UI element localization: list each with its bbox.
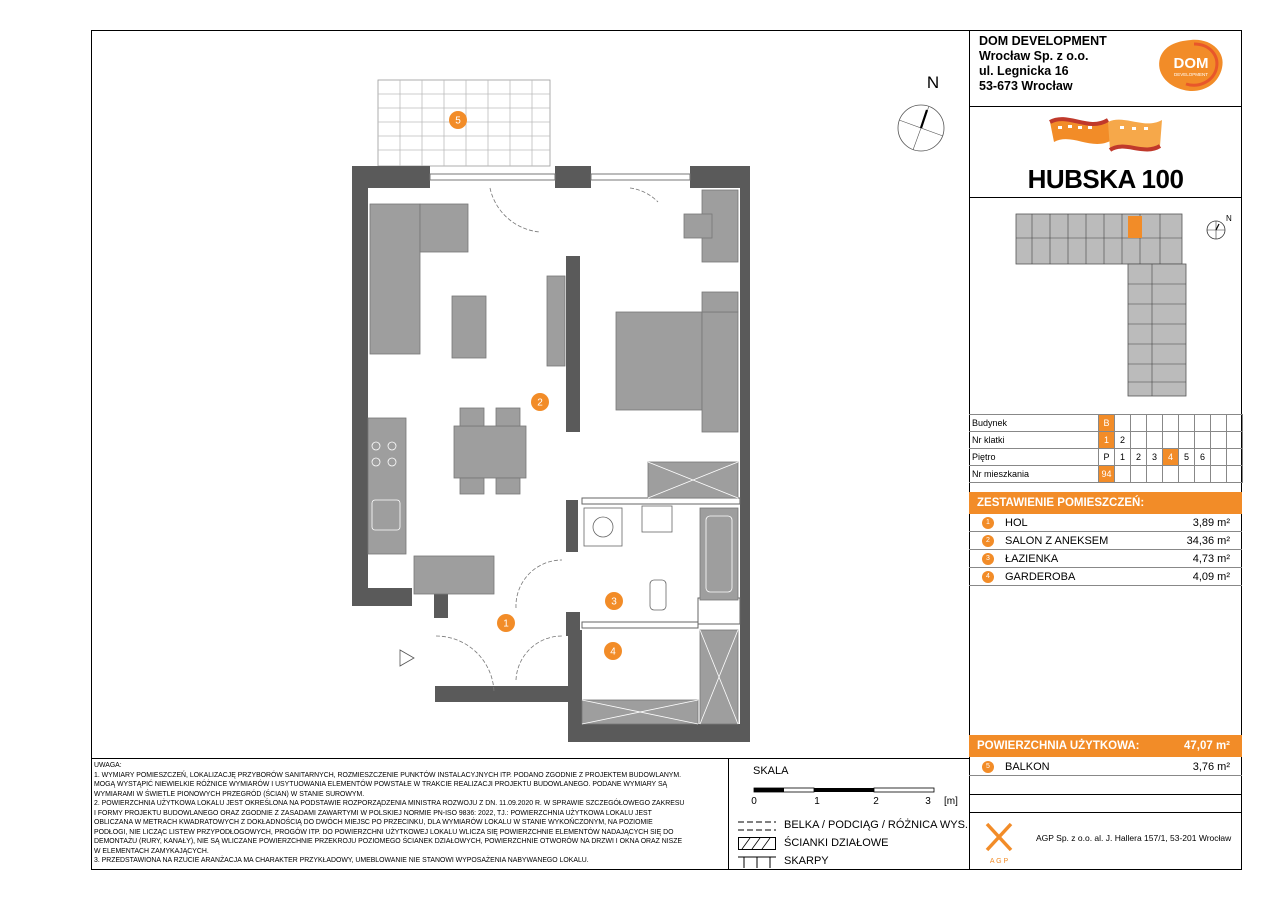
scale-title: SKALA [753,765,789,777]
location-cell [1115,415,1131,432]
location-cell [1227,466,1243,483]
location-cell [1163,466,1179,483]
note-line: 3. PRZEDSTAWIONA NA RZUCIE ARANŻACJA MA CHARAKTER PRZYKŁADOWY, UMEBLOWANIE NIE STANOWI WYPOSAŻENIA NABYWANEGO LOKALU. [94,857,589,864]
company-address [979,34,1107,94]
divider-line [969,197,1242,198]
location-row-label: Nr klatki [969,432,1099,449]
usable-area-row [969,735,1242,757]
scale-unit: [m] [944,796,958,807]
room-label: 5 [455,115,461,127]
location-cell: B [1099,415,1115,432]
location-cell: 2 [1115,432,1131,449]
note-line: OBLICZANA W METRACH KWADRATOWYCH Z DOKŁADNOŚCIĄ DO DWÓCH MIEJSC PO PRZECINKU, DLA WYMIARÓW LOKALU W STANIE WYKOŃCZONYM, NA POZIOMIE [94,819,653,826]
location-row-label: Nr mieszkania [969,466,1099,483]
location-cell [1147,466,1163,483]
floor-plan [340,60,960,760]
location-cell: 94 [1099,466,1115,483]
legend-label: ŚCIANKI DZIAŁOWE [784,837,889,849]
note-line: W ELEMENTACH ZAMYKAJĄCYCH. [94,847,209,855]
building-key-plan [1012,208,1192,404]
hatched-wall-icon [738,837,776,851]
dashed-line-icon [738,819,776,833]
slope-icon [738,855,776,869]
logo-text: DOM [1173,55,1209,72]
location-cell [1163,432,1179,449]
location-row-label: Piętro [969,449,1099,466]
location-cell: 5 [1179,449,1195,466]
tv-cabinet [547,276,565,366]
location-row [969,466,1243,483]
scale-tick: 0 [751,796,757,807]
key-plan-compass-label: N [1226,214,1232,223]
room-area: 4,73 m² [1192,553,1230,565]
room-name: BALKON [1005,761,1050,773]
note-line: 2. POWIERZCHNIA UŻYTKOWA LOKALU JEST OKREŚLONA NA PODSTAWIE ROZPORZĄDZENIA MINISTRA ROZWOJU Z DN. 11.09.2020 R. W SPRAWIE SZCZEGÓŁOWEGO ZAKRESU [94,800,685,807]
agp-logo [984,822,1014,866]
notes-title: UWAGA: [94,762,122,769]
location-cell: 2 [1131,449,1147,466]
divider-line [728,758,729,870]
scale-tick: 3 [925,796,931,807]
nightstand [702,312,738,432]
location-cell [1179,432,1195,449]
room-number-badge: 5 [982,761,994,773]
agp-address: AGP Sp. z o.o. al. J. Hallera 157/1, 53-201 Wrocław [1036,833,1232,843]
location-cell: 6 [1195,449,1211,466]
notes-block [94,761,724,866]
scale-bar [750,786,960,810]
room-row [969,514,1242,532]
room-label: 4 [610,646,616,658]
location-cell [1211,415,1227,432]
kitchen-counter [368,418,406,554]
room-name: ŁAZIENKA [1005,553,1059,565]
location-cell: 1 [1115,449,1131,466]
interior-walls [566,256,580,636]
room-area: 34,36 m² [1186,535,1230,547]
location-cell [1163,415,1179,432]
legend-item-slope [738,854,978,870]
location-row-label: Budynek [969,415,1099,432]
location-cell [1195,466,1211,483]
rooms-header: ZESTAWIENIE POMIESZCZEŃ: [969,492,1242,514]
location-cell [1211,466,1227,483]
legend-label: BELKA / PODCIĄG / RÓŻNICA WYS. [784,819,968,831]
toilet [650,580,666,610]
location-cell: P [1099,449,1115,466]
location-cell [1195,432,1211,449]
location-cell [1179,466,1195,483]
coffee-table [452,296,486,358]
location-cell: 1 [1099,432,1115,449]
divider-line [969,794,1242,795]
dom-development-logo [1156,38,1226,94]
room-number-badge: 1 [982,517,994,529]
film-strip-logo [1048,110,1164,160]
logo-subtext: DEVELOPMENT [1173,72,1209,77]
location-cell [1227,449,1243,466]
company-street: ul. Legnicka 16 [979,64,1069,78]
location-cell [1227,415,1243,432]
location-row [969,415,1243,432]
location-cell [1211,432,1227,449]
sofa-chaise [420,204,468,252]
location-cell [1131,466,1147,483]
location-cell [1147,415,1163,432]
bed [616,312,702,410]
project-name: HUBSKA 100 [1027,164,1184,194]
location-row [969,432,1243,449]
apartment-location-table [969,414,1243,483]
room-label: 2 [537,397,543,409]
room-name: SALON Z ANEKSEM [1005,535,1109,547]
sink [642,506,672,532]
location-cell [1147,432,1163,449]
divider-line [969,812,1242,813]
room-number-badge: 3 [982,553,994,565]
note-line: MOGĄ WYSTĄPIĆ NIEWIELKIE RÓŻNICE WYMIARÓW I USYTUOWANIA ELEMENTÓW POWSTAŁE W TRAKCIE REALIZACJI PROJEKTU BUDOWLANEGO. PODANE WYMIARY SĄ [94,781,668,788]
room-label: 1 [503,618,509,630]
key-plan-apartment-marker [1128,216,1142,238]
note-line: I FORMY PROJEKTU BUDOWLANEGO ORAZ ZGODNIE Z ZASADAMI ZAWARTYMI W POLSKIEJ NORMIE PN-ISO 9836: 2022, TJ.: POWIERZCHNIA UŻYTKOWA LOKALU JEST [94,809,652,817]
location-cell [1131,415,1147,432]
note-line: 1. WYMIARY POMIESZCZEŃ, LOKALIZACJĘ PRZYBORÓW SANITARNYCH, ROZMIESZCZENIE PUNKTÓW INSTALACYJNYCH ITP. PODANO ZGODNIE Z PROJEKTEM BUDOWLANYM. [94,771,682,779]
company-name-2: Wrocław Sp. z o.o. [979,49,1089,63]
location-cell [1227,432,1243,449]
entrance-arrow-icon [400,650,414,666]
bathroom-fixtures [584,506,672,610]
note-line: WYMIARAMI W ŚWIETLE PIONOWYCH PRZEGRÓD (ŚCIAN) W STANIE SUROWYM. [94,790,365,798]
location-cell [1131,432,1147,449]
note-line: PODŁOGI, NIE LICZĄC LISTEW PRZYPODŁOGOWYCH, PROGÓW ITP. DO POWIERZCHNI UŻYTKOWEJ LOKALU WLICZA SIĘ POWIERZCHNIE ELEMENTÓW NADAJĄCYCH SIĘ DO [94,828,674,836]
location-cell [1195,415,1211,432]
legend-item-beam [738,818,978,834]
room-number-badge: 2 [982,535,994,547]
room-area: 3,76 m² [1192,761,1230,773]
scale-tick: 1 [814,796,820,807]
chair [684,214,712,238]
room-row [969,568,1242,586]
divider-line [969,106,1242,107]
room-number-badge: 4 [982,571,994,583]
dining-table [454,426,526,478]
room-area: 3,89 m² [1192,517,1230,529]
room-name: HOL [1005,517,1028,529]
usable-area-label: POWIERZCHNIA UŻYTKOWA: [977,740,1140,752]
note-line: DEMONTAŻU (RURY, KANAŁY), NIE SĄ WLICZANE POWIERZCHNIE PRZEKROJU POZIOMEGO ŚCIANEK DZIAŁOWYCH, POWIERZCHNIE OTWORÓW NA DRZWI I OKNA ORAZ NISZE [94,838,683,845]
usable-area-value: 47,07 m² [1183,740,1230,752]
balcony-row [969,758,1242,776]
legend-label: SKARPY [784,855,829,867]
company-name: DOM DEVELOPMENT [979,34,1107,48]
room-row [969,550,1242,568]
location-cell: 4 [1163,449,1179,466]
room-label: 3 [611,596,617,608]
agp-letters: A G P [989,858,1009,865]
room-area: 4,09 m² [1192,571,1230,583]
legend-item-partition [738,836,978,852]
furniture [368,190,738,724]
location-cell [1179,415,1195,432]
company-city: 53-673 Wrocław [979,79,1073,93]
location-cell [1115,466,1131,483]
room-row [969,532,1242,550]
scale-tick: 2 [873,796,879,807]
compass-label: N [926,73,940,92]
location-row [969,449,1243,466]
key-plan-compass-icon [1204,212,1234,242]
kitchen-cabinet [414,556,494,594]
location-cell [1211,449,1227,466]
room-name: GARDEROBA [1005,571,1076,583]
sofa [370,204,420,354]
location-cell: 3 [1147,449,1163,466]
